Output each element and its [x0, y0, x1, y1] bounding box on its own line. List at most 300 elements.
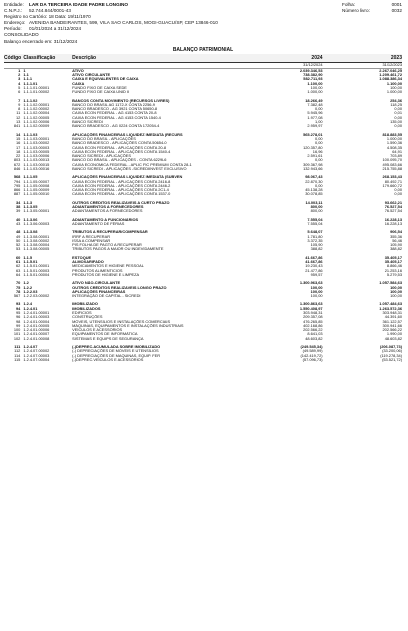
account-description: CAIXA ECON FEDERAL - APLICAÇÕES CONTA 2416-8 [72, 179, 171, 184]
value-2024: 41.667,86 [305, 260, 323, 265]
value-2023: 1.100,00 [386, 81, 402, 86]
value-2023: 4.508,35 [386, 145, 402, 150]
account-classification: 1.1.1.05.00007 [23, 179, 50, 184]
account-code: 111 [14, 345, 21, 350]
account-description: BANCO BRADESCO - APLICAÇÕES CONTA 50654-0 [72, 141, 167, 146]
account-code: 16 [16, 141, 21, 146]
account-code: 70 [16, 281, 21, 286]
value-2023: 0,00 [394, 107, 402, 112]
account-code: 43 [16, 221, 21, 226]
value-2023: 35.405,17 [384, 260, 402, 265]
col-year-2023: 2023 [323, 54, 402, 63]
value-2023: 56,46 [392, 238, 402, 243]
value-2023: 0,00 [394, 124, 402, 129]
account-classification: 1.1.1.03.00015 [23, 162, 50, 167]
account-description: CAIXA ECON FEDERAL - APLICAÇÕES CONTA 1537-0 [72, 192, 171, 197]
account-classification: 1.1.1.03.00005 [23, 149, 50, 154]
value-2024: 738.382,90 [303, 73, 323, 78]
account-code: 95 [16, 311, 21, 315]
value-2024: 5.945,96 [307, 111, 323, 116]
value-2023: 93.662,21 [384, 200, 402, 205]
account-classification: 1.1.1.02.00006 [23, 120, 50, 125]
account-code: 61 [16, 260, 21, 265]
value-2023: (119.278,34) [380, 353, 402, 358]
account-code: 102 [13, 336, 21, 341]
value-2023: 254,36 [390, 98, 402, 103]
folha-label: Folha: [342, 2, 356, 7]
account-code: 52 [16, 243, 21, 248]
value-2023: 21.253,16 [384, 268, 402, 273]
account-code: 53 [16, 247, 21, 252]
account-code: 50 [16, 238, 21, 243]
value-2023: 818.883,55 [382, 132, 402, 137]
account-classification: 1.2.4.07.00004 [23, 357, 50, 362]
account-code: 49 [16, 234, 21, 239]
account-description: ATIVO CIRCULANTE [72, 73, 111, 78]
account-classification: 1.1.1.05 [23, 175, 38, 180]
value-2023: 80.492,71 [384, 179, 402, 184]
account-classification: 1.1.1.02.00009 [23, 124, 50, 129]
col-codigo: Código [4, 54, 23, 63]
account-classification: 1.1.5 [23, 255, 32, 260]
account-description: BANCO BRADESCO - AG 0224 CONTA 172054-4 [72, 124, 160, 129]
account-code: 672 [13, 162, 21, 167]
account-classification: 1.1.3 [23, 200, 32, 205]
account-description: BANCO SICREDI - APLICAÇÕES -SICREDIINVEST EXCLUSIVO [72, 166, 187, 171]
value-2024: 0,00 [314, 107, 323, 112]
value-2023: 48.603,82 [384, 336, 402, 341]
account-code: 18 [16, 149, 21, 154]
value-2024: 132.943,66 [303, 166, 323, 171]
account-classification: 1.2.4.01.00006 [23, 328, 50, 333]
account-description: APLICAÇÕES FINANCEIRAS LIQUIDEZ IMEDIATA (SUBVEN [72, 175, 183, 180]
report-header [4, 2, 402, 53]
value-2024: 202.566,22 [303, 328, 323, 333]
value-2024: 800,00 [310, 209, 323, 214]
periodo-value: 01/01/2024 a 31/12/2024 [29, 26, 82, 32]
value-2024: 100,00 [310, 294, 323, 299]
account-description: CAIXA ECON FEDERAL - APLICAÇÕES CONTA 2C1-4 [72, 188, 169, 193]
value-2024: 209.357,08 [303, 315, 323, 320]
account-code: 568 [13, 175, 21, 180]
value-2024: 1,00 [314, 120, 323, 125]
account-classification: 1.1.3.06.00003 [23, 221, 50, 226]
table-row [4, 358, 402, 362]
account-description: PIS FOLHA DE PAGTO A RECUPERAR [72, 243, 142, 248]
account-code: 13 [16, 120, 21, 125]
value-2023: 202.566,22 [382, 328, 402, 333]
endereco-value: AVENIDA BANDEIRANTES, 599, VILA SAO CARLOS, MOGI-GUACU/SP, CEP 13846-010 [29, 20, 218, 26]
value-2023: 355,36 [390, 234, 402, 239]
account-code: 8 [18, 107, 21, 112]
account-classification: 1.2.4 [23, 302, 32, 307]
value-2023: 1.000,00 [386, 90, 402, 95]
account-description: ADIANTAMENTOS A FORNECEDORES [72, 205, 144, 210]
value-2023: 703,89 [390, 154, 402, 159]
registro-value: 18 Data: 19/11/1970 [48, 14, 91, 20]
account-description: CONSTRUÇÕES [72, 315, 103, 320]
periodo-label: Período: [4, 26, 22, 32]
value-2024: 105,90 [310, 243, 323, 248]
account-description: INTEGRAÇÃO DE CAPITAL - SICREDI [72, 294, 141, 299]
value-2023: 105,90 [390, 243, 402, 248]
account-code: 7 [18, 98, 21, 103]
account-classification: 1.1.3.05.00001 [23, 209, 50, 214]
account-classification: 1.2.4.01.00008 [23, 336, 50, 341]
account-classification: 1.2.4.07.00002 [23, 349, 50, 354]
value-2024: 0,00 [314, 158, 323, 163]
account-description: CAIXA ECON FEDERAL - AG 4153 CONTA 20-8 [72, 111, 157, 116]
account-classification: 1.1.3.06 [23, 217, 38, 222]
value-2023: 361.122,57 [382, 319, 402, 324]
value-2023: 1.263.572,36 [379, 306, 402, 311]
account-description: IMOBILIZADOS [72, 306, 101, 311]
account-description: BANCO SICREDI - APLICAÇÕES [72, 154, 131, 159]
balance-table [4, 54, 402, 363]
endereco-label: Endereço: [4, 20, 26, 26]
account-description: IRRF A RECUPERAR [72, 234, 111, 239]
value-2023: 1.990,00 [386, 332, 402, 337]
account-description: BANCO DO BRASIL AG 1172-X CONTA 2256-9 [72, 102, 155, 107]
value-2024: 402.168,86 [303, 323, 323, 328]
value-2023: 1.088.386,34 [379, 77, 402, 82]
value-2024: 0,00 [314, 141, 323, 146]
account-classification: 1.1.1.01.00001 [23, 85, 50, 90]
value-2024: 41.667,86 [305, 255, 323, 260]
account-description: CAIXA ECON FEDERAL - AG 4153 CONTA 1540-4 [72, 115, 161, 120]
col-descricao: Descrição [72, 54, 246, 63]
account-description: OUTROS CRÉDITOS REALIZAVEIS LONGO PRAZO [72, 285, 167, 290]
value-2024: 14.003,11 [305, 200, 323, 205]
account-description: VEÍCULOS E ACESSÓRIOS [72, 328, 123, 333]
account-classification: 1.1.1.02.00004 [23, 111, 50, 116]
value-2024: 7.382,48 [307, 102, 323, 107]
account-code: 866 [13, 188, 21, 193]
account-classification: 1.1.1.02.00001 [23, 102, 50, 107]
account-code: 9 [18, 102, 21, 107]
account-description: EDIFICIOS [72, 311, 92, 315]
value-2024: 1.300.863,63 [299, 302, 323, 307]
entity-name: LAR DA TERCEIRA IDADE PADRE LONGINO [29, 2, 129, 7]
account-classification: 1.2.4.01.00001 [23, 311, 50, 315]
account-description: BANCOS CONTA MOVIMENTO (RECURSOS LIVRES) [72, 98, 170, 103]
value-2024: 48.603,82 [305, 336, 323, 341]
value-2024: (142.419,72) [300, 353, 323, 358]
account-description: CAIXA ECON FEDERAL - APLICAÇÕES CONTA 1540-4 [72, 149, 171, 154]
account-classification: 1.1.3.05 [23, 205, 38, 210]
balanco-label: Balanço encerrado em: [4, 38, 53, 44]
account-description: BANCO DO BRASIL - APLICAÇÕES [72, 136, 136, 141]
account-code: 114 [14, 353, 21, 358]
account-description: OUTROS CRÉDITOS REALIZAVEIS A CURTO PRAZO [72, 200, 170, 205]
account-classification: 1.1.1.02.00002 [23, 107, 50, 112]
value-2024: (57.096,73) [302, 357, 323, 362]
account-description: CAIXA E EQUIVALENTES DE CAIXA [72, 77, 139, 82]
account-classification: 1.2.4.01.00005 [23, 323, 50, 328]
account-description: (-) DEPRECIAÇÕES DE MÓVEIS E UTENSÍLIOS [72, 349, 159, 354]
value-2023: 1.590,36 [386, 141, 402, 146]
value-2023: 100,00 [390, 85, 402, 90]
account-code: 14 [16, 132, 21, 137]
value-2023: (206.087,73) [379, 345, 402, 350]
account-classification: 1.2.4.01.00007 [23, 332, 50, 337]
account-classification: 1.1.1.05.00010 [23, 192, 50, 197]
value-2023: 1.000,00 [386, 136, 402, 141]
value-2024: 0,00 [314, 183, 323, 188]
account-code: 60 [16, 255, 21, 260]
value-2024: 1.550.408,97 [299, 306, 323, 311]
account-description: (-)DEPREC.ACUMULADA SOBRE IMOBILIZADO [72, 345, 161, 350]
account-description: CAIXA ECON FEDERAL - APLICAÇÕES CONTA 20-8 [72, 145, 167, 150]
account-classification: 1.2.4.01.00004 [23, 319, 50, 324]
value-2024: 100,00 [310, 289, 323, 294]
value-2024: 0,00 [314, 136, 323, 141]
account-classification: 1.1.1.03.00003 [23, 145, 50, 150]
account-code: 98 [16, 319, 21, 324]
account-code: 94 [16, 306, 21, 311]
value-2024: 2.591,61 [307, 154, 323, 159]
value-2023: 0,01 [394, 111, 402, 116]
account-code: 803 [13, 158, 21, 163]
account-code: 846 [13, 166, 21, 171]
account-description: ADIANTAMENTO A FUNCIONÁRIOS [72, 217, 139, 222]
cnpj-label: C.N.P.J.: [4, 8, 23, 14]
account-classification: 1.1.3.08.00001 [23, 234, 50, 239]
value-2023: 906,54 [390, 230, 402, 235]
value-2024: 100,00 [310, 85, 323, 90]
value-2024: 388,82 [310, 247, 323, 252]
value-2024: 16,96 [312, 149, 323, 154]
account-description: ATIVO [72, 68, 84, 73]
value-2023: 135,00 [390, 120, 402, 125]
account-classification: 1.1.3.08.00005 [23, 247, 50, 252]
cnpj-value: 52.744.844/0001-43 [29, 8, 71, 14]
account-code: 112 [14, 349, 21, 354]
account-classification: 1.1.1.05.00008 [23, 183, 50, 188]
account-description: TRIBUTOS A RECUPERAR/COMPENSAR [72, 230, 148, 235]
value-2023: 215.755,88 [382, 166, 402, 171]
value-2024: 22.870,30 [305, 179, 323, 184]
account-classification: 1.2.4.01 [23, 306, 38, 311]
account-classification: 1.1.3.08 [23, 230, 38, 235]
value-2024: 582.711,93 [303, 77, 323, 82]
value-2024: 45.138,28 [305, 188, 323, 193]
account-description: APLICAÇÕES FINANCEIRAS [72, 289, 126, 294]
account-description: BANCO SICREDI [72, 120, 103, 125]
account-code: 96 [16, 315, 21, 320]
value-2024: 19.230,43 [305, 264, 323, 269]
account-classification: 1.1.1.02 [23, 98, 38, 103]
value-2024: 1.781,80 [307, 234, 323, 239]
value-2024: 8.641,03 [307, 332, 323, 337]
account-description: CAIXA ECON FEDERAL - APLICAÇÕES CONTA 2446-2 [72, 183, 171, 188]
account-code: 78 [16, 289, 21, 294]
value-2023: 44.391,60 [384, 315, 402, 320]
balanco-date: 31/12/2024 [53, 38, 78, 44]
account-code: 17 [16, 145, 21, 150]
account-classification: 1.1.3.08.00002 [23, 238, 50, 243]
account-classification: 1.1.1.03.00001 [23, 136, 50, 141]
account-description: CAIXA [72, 81, 85, 86]
account-description: EQUIPAMENTOS DE INFORMÁTICA [72, 332, 138, 337]
account-code: 100 [13, 328, 21, 333]
account-description: MÓVEIS, UTENSÍLIOS E INSTALAÇÕES COMERCIAIS [72, 319, 171, 324]
account-classification: 1.2.2.03.00002 [23, 294, 50, 299]
value-2024: 1.100,00 [307, 81, 323, 86]
document-title: BALANÇO PATRIMONIAL [172, 46, 234, 53]
account-description: PRODUTOS ALIMENTICIOS [72, 268, 123, 273]
value-2023: 100.095,70 [382, 158, 402, 163]
entity-label: Entidade: [4, 2, 24, 7]
account-classification: 1.1.1.01 [23, 81, 38, 86]
value-2023: 76.527,54 [384, 209, 402, 214]
account-description: MEDICAMENTOS E HIGIENE PESSOAL [72, 264, 144, 269]
account-code: 48 [16, 230, 21, 235]
account-description: SISTEMAS E EQUIPS DE SEGURANÇA [72, 336, 144, 341]
account-code: 75 [16, 285, 21, 290]
account-code: 3 [18, 77, 21, 82]
account-classification: 1.1.1.02.00005 [23, 115, 50, 120]
value-2024: 100,00 [310, 285, 323, 290]
account-description: ATIVO NÃO-CIRCULANTE [72, 281, 121, 286]
account-description: FUNDO FIXO DE CAIXA UNID II [72, 90, 130, 95]
livro-value: 0032 [391, 8, 402, 14]
account-description: FUNDO FIXO DE CAIXA SEDE [72, 85, 127, 90]
account-classification: 1.1.1.03.00002 [23, 141, 50, 146]
value-2024: 21.477,86 [305, 268, 323, 273]
account-code: 64 [16, 272, 21, 277]
value-2024: 120.357,80 [303, 145, 323, 150]
value-2023: 16.228,13 [384, 221, 402, 226]
col-classificacao: Classificação [23, 54, 72, 63]
value-2024: 5.648,07 [307, 230, 323, 235]
account-classification: 1.1.1.03.00006 [23, 154, 50, 159]
date-2023: 31/12/2023 [323, 62, 402, 68]
value-2023: 16.228,13 [384, 217, 402, 222]
consolidado-label: CONSOLIDADO [4, 32, 39, 38]
account-description: MÁQUINAS, EQUIPAMENTOS E INSTALAÇÕES INDUSTRIAIS [72, 323, 184, 328]
value-2024: 1.300.963,63 [299, 281, 323, 286]
account-description: IMOBILIZADO [72, 302, 98, 307]
account-description: (-) DEPRECIAÇÕES DE MAQUINAS, EQUIP. FER [72, 353, 161, 358]
value-2023: 495.083,66 [382, 162, 402, 167]
account-classification: 1.1.5.01.00004 [23, 272, 50, 277]
account-code: 115 [14, 357, 21, 362]
value-2023: 100,00 [390, 285, 402, 290]
table-body [4, 68, 402, 362]
account-description: PRODUTOS DE HIGIENE E LIMPEZA [72, 272, 140, 277]
value-2023: 303.948,31 [382, 311, 402, 315]
account-description: BANCO BRADESCO - AG 3921 CONTA 50650-8 [72, 107, 158, 112]
account-description: ISSA A COMPENSAR [72, 238, 111, 243]
account-classification: 1.1.3.08.00004 [23, 243, 50, 248]
value-2023: 0,00 [394, 115, 402, 120]
account-code: 15 [16, 136, 21, 141]
value-2023: 300.941,66 [382, 323, 402, 328]
account-classification: 1.1.1.05.00009 [23, 188, 50, 193]
col-year-2024: 2024 [246, 54, 322, 63]
value-2023: 118,25 [390, 102, 402, 107]
value-2024: 2.959,97 [307, 124, 323, 129]
account-code: 38 [16, 205, 21, 210]
account-classification: 1.1.1.01.00002 [23, 90, 50, 95]
value-2024: 1.977,08 [307, 115, 323, 120]
account-classification: 1.2.2 [23, 285, 32, 290]
account-code: 11 [16, 111, 21, 116]
value-2024: 7.555,04 [307, 221, 323, 226]
account-classification: 1.1.1.03.00013 [23, 158, 50, 163]
account-code: 794 [13, 179, 21, 184]
account-classification: 1.1.1.03.00016 [23, 166, 50, 171]
value-2024: (49.589,99) [302, 349, 323, 354]
value-2023: 5.279,53 [386, 272, 402, 277]
value-2023: 2.267.046,25 [379, 68, 402, 73]
value-2024: 2.039.346,53 [299, 68, 323, 73]
account-code: 4 [18, 81, 21, 86]
value-2023: 1.057.584,63 [379, 281, 402, 286]
account-description: ALMOXARIFADO [72, 260, 104, 265]
account-code: 567 [13, 294, 21, 299]
value-2023: (53.521,72) [382, 357, 402, 362]
date-2024: 31/12/2024 [246, 62, 322, 68]
value-2023: (33.200,06) [382, 349, 402, 354]
account-classification: 1.2.4.01.00003 [23, 315, 50, 320]
folha-value: 0001 [391, 2, 402, 7]
value-2023: 1.057.484,63 [379, 302, 402, 307]
account-description: TRIBUTOS PAGOS A MAIOR OU INDEVIDAMENTE [72, 247, 164, 252]
account-code: 841 [13, 124, 21, 129]
value-2023: 268.153,43 [382, 175, 402, 180]
account-classification: 1.1.5.01.00001 [23, 264, 50, 269]
account-classification: 1 [23, 68, 26, 73]
account-classification: 1.1.1 [23, 77, 32, 82]
account-description: BANCO DO BRASIL - APLICAÇÕES - CONTA 6229L6 [72, 158, 167, 163]
value-2023: 76.527,54 [384, 205, 402, 210]
account-description: ADIANTAMENTOS A FORNECEDORES [72, 209, 143, 214]
account-code: 93 [16, 302, 21, 307]
value-2024: 476.265,85 [303, 319, 323, 324]
value-2023: 0,00 [394, 188, 402, 193]
account-classification: 1.1 [23, 73, 29, 78]
account-classification: 1.1.5.01 [23, 260, 38, 265]
account-code: 99 [16, 323, 21, 328]
account-code: 12 [16, 115, 21, 120]
account-classification: 1.2.4.07.00003 [23, 353, 50, 358]
account-description: (-)DEPREC.VEÍCULOS E ACESSÓRIOS [72, 357, 144, 362]
account-description: ADIANTAMENTO DE FÉRIAS [72, 221, 125, 226]
value-2023: 100,00 [390, 289, 402, 294]
value-2023: 100,00 [390, 294, 402, 299]
account-classification: 1.2.2.03 [23, 289, 38, 294]
value-2023: 64,91 [392, 149, 402, 154]
value-2024: 30.078,85 [305, 192, 323, 197]
account-code: 1 [18, 68, 21, 73]
value-2024: 565.278,01 [303, 132, 323, 137]
account-code: 62 [16, 264, 21, 269]
account-code: 2 [18, 73, 21, 78]
account-code: 40 [16, 217, 21, 222]
value-2024: 800,00 [310, 205, 323, 210]
value-2024: 98.067,43 [305, 175, 323, 180]
value-2024: 18.266,49 [305, 98, 323, 103]
account-code: 34 [16, 200, 21, 205]
value-2024: 309.367,98 [303, 162, 323, 167]
account-code: 6 [18, 90, 21, 95]
account-code: 63 [16, 268, 21, 273]
value-2023: 179.660,72 [382, 183, 402, 188]
value-2023: 35.405,17 [384, 255, 402, 260]
account-description: CAIXA ECONOMICA FEDERAL - APLIC FIC PREMIUM CONTA 28-1 [72, 162, 192, 167]
